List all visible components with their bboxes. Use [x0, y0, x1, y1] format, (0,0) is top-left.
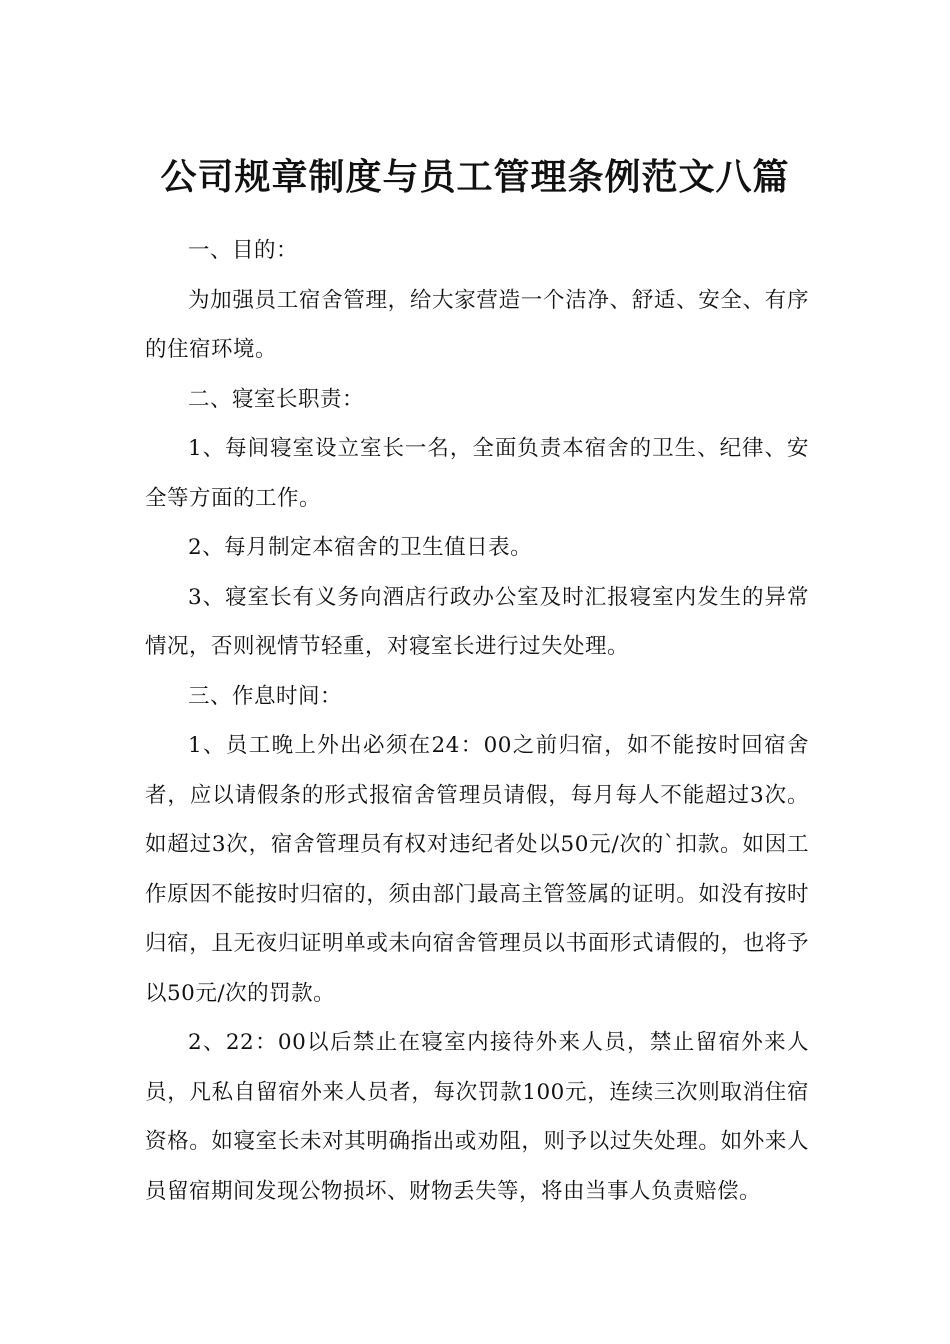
section-heading-purpose: 一、目的：: [188, 238, 299, 263]
section-heading-dorm-leader-duties: 二、寝室长职责：: [188, 386, 365, 412]
duty-item-1: 1、每间寝室设立室长一名，全面负责本宿舍的卫生、纪律、安全等方面的工作。: [145, 436, 809, 511]
schedule-item-1: 1、员工晚上外出必须在24：00之前归宿，如不能按时回宿舍者，应以请假条的形式报宿舍管理员请假，每月每人不能超过3次。如超过3次，宿舍管理员有权对违纪者处以50元/次的`扣款。如因工作原因不能按时归宿的，须由部门最高主管签属的证明。如没有按时归宿，且无夜归证明单或未向宿舍管理员以书面形式请假的，也将予以50元/次的罚款。: [145, 733, 809, 1006]
document-title: 公司规章制度与员工管理条例范文八篇: [160, 157, 790, 199]
duty-item-3: 3、寝室长有义务向酒店行政办公室及时汇报寝室内发生的异常情况，否则视情节轻重，对寝室长进行过失处理。: [145, 584, 809, 659]
schedule-item-2: 2、22：00以后禁止在寝室内接待外来人员，禁止留宿外来人员，凡私自留宿外来人员者，每次罚款100元，连续三次则取消住宿资格。如寝室长未对其明确指出或劝阻，则予以过失处理。如外来人员留宿期间发现公物损坏、财物丢失等，将由当事人负责赔偿。: [145, 1030, 809, 1204]
purpose-paragraph: 为加强员工宿舍管理，给大家营造一个洁净、舒适、安全、有序的住宿环境。: [145, 287, 809, 362]
document-body: [145, 226, 809, 1216]
duty-item-2: 2、每月制定本宿舍的卫生值日表。: [188, 535, 533, 560]
section-heading-schedule: 三、作息时间：: [188, 683, 343, 709]
